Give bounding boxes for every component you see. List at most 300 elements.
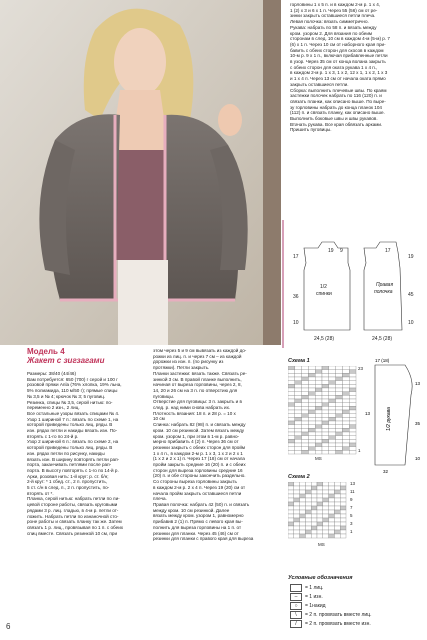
- chart-cell: [342, 366, 349, 370]
- chart-cell: [288, 534, 294, 538]
- chart-cell: [329, 439, 336, 443]
- schema-2-ms: MS: [318, 542, 325, 547]
- chart-cell: [294, 490, 300, 494]
- schema-1-grid: [288, 366, 358, 456]
- chart-cell: [300, 502, 306, 506]
- text-line: сторон для выреза горловины средние 16: [153, 467, 243, 473]
- text-line: зинки закрыть оставшиеся петли плеча.: [290, 13, 376, 19]
- chart-cell: [315, 410, 322, 414]
- text-line: Втачать рукава. Все края обвязать арками.: [290, 121, 383, 127]
- text-line: этом через 5 и 9 см вывязать из каждой до-: [153, 348, 247, 353]
- chart-cell: [308, 373, 315, 377]
- chart-cell: [334, 506, 340, 510]
- chart-cell: [334, 534, 340, 538]
- chart-cell: [342, 417, 349, 421]
- chart-cell: [317, 506, 323, 510]
- schema-2-row-label: 13: [350, 481, 356, 486]
- chart-cell: [334, 486, 340, 490]
- text-line: Планки застежки: вязать также. Связать ре-: [153, 370, 247, 376]
- text-line: которой приведены только лиц. ряды. В: [27, 422, 113, 428]
- text-line: пуговицы.: [153, 393, 175, 399]
- chart-cell: [315, 403, 322, 407]
- chart-cell: [308, 395, 315, 399]
- chart-cell: [305, 498, 311, 502]
- chart-cell: [329, 436, 336, 440]
- chart-cell: [329, 410, 336, 414]
- chart-cell: [288, 414, 295, 418]
- chart-cell: [342, 410, 349, 414]
- chart-cell: [322, 370, 329, 374]
- chart-cell: [329, 502, 335, 506]
- chart-cell: [342, 414, 349, 418]
- chart-cell: [336, 439, 343, 443]
- chart-cell: [302, 403, 309, 407]
- text-line: протяжки). Петли закрыть.: [153, 365, 210, 371]
- legend-item: [290, 584, 323, 592]
- text-line: Пришить пуговицы.: [290, 127, 332, 133]
- chart-cell: [295, 421, 302, 425]
- chart-cell: [295, 417, 302, 421]
- front-top: 17: [385, 248, 391, 254]
- chart-cell: [305, 518, 311, 522]
- chart-cell: [302, 447, 309, 451]
- chart-cell: [317, 498, 323, 502]
- chart-cell: [294, 482, 300, 486]
- chart-cell: [340, 526, 346, 530]
- chart-cell: [295, 414, 302, 418]
- text-line: Сборка: выполнить плечевые швы. По краям: [290, 87, 387, 93]
- chart-cell: [317, 534, 323, 538]
- chart-cell: [308, 428, 315, 432]
- chart-cell: [329, 377, 336, 381]
- chart-cell: [315, 421, 322, 425]
- chart-cell: [336, 392, 343, 396]
- chart-cell: [340, 534, 346, 538]
- chart-cell: [336, 428, 343, 432]
- chart-cell: [317, 482, 323, 486]
- chart-cell: [349, 377, 356, 381]
- chart-cell: [305, 526, 311, 530]
- chart-cell: [334, 502, 340, 506]
- text-line: переменно 2 изн., 2 лиц.: [27, 405, 80, 411]
- chart-cell: [305, 490, 311, 494]
- instructions-column-2: [153, 348, 278, 542]
- chart-cell: [315, 399, 322, 403]
- chart-cell: [323, 498, 329, 502]
- chart-cell: [302, 439, 309, 443]
- chart-cell: [349, 388, 356, 392]
- chart-cell: [340, 490, 346, 494]
- chart-cell: [300, 522, 306, 526]
- chart-cell: [300, 482, 306, 486]
- text-line: прибавив 2 (1) п. Прямо с левого края вы-: [153, 519, 243, 525]
- chart-cell: [288, 450, 295, 454]
- chart-cell: [315, 384, 322, 388]
- chart-cell: [308, 392, 315, 396]
- sleeve-width: 32: [383, 469, 389, 474]
- chart-cell: [329, 534, 335, 538]
- chart-cell: [349, 450, 356, 454]
- chart-cell: [288, 502, 294, 506]
- chart-cell: [311, 498, 317, 502]
- chart-cell: [323, 490, 329, 494]
- text-line: Со стороны выреза горловины закрыть: [153, 479, 237, 485]
- chart-cell: [294, 522, 300, 526]
- chart-cell: [317, 526, 323, 530]
- chart-cell: [340, 486, 346, 490]
- text-line: и 1 х 4 п. Через 13 см от начала оката прямо: [290, 76, 386, 82]
- chart-cell: [315, 370, 322, 374]
- chart-cell: [329, 486, 335, 490]
- chart-cell: [302, 421, 309, 425]
- chart-cell: [329, 421, 336, 425]
- chart-cell: [315, 366, 322, 370]
- text-line: кром. узором 1, при этом в 1-м р. равно-: [153, 433, 240, 439]
- chart-cell: [322, 443, 329, 447]
- chart-cell: [342, 432, 349, 436]
- chart-cell: [295, 392, 302, 396]
- text-line: розовой пряжи Anla (76% хлопка, 19% льна,: [27, 382, 122, 388]
- chart-cell: [340, 530, 346, 534]
- chart-cell: [336, 381, 343, 385]
- chart-cell: [308, 388, 315, 392]
- chart-cell: [336, 406, 343, 410]
- text-line: Планка, серой нитью: набрать петли по ли-: [27, 496, 120, 502]
- chart-cell: [342, 392, 349, 396]
- chart-cell: [349, 428, 356, 432]
- text-line: плеча.: [153, 496, 167, 502]
- chart-cell: [294, 502, 300, 506]
- chart-cell: [300, 506, 306, 510]
- chart-cell: [288, 425, 295, 429]
- text-line: сторонам в след. 10 см в каждом 4-м (5-м) р. 7: [290, 36, 390, 42]
- chart-cell: [336, 399, 343, 403]
- chart-cell: [308, 443, 315, 447]
- back-outline: [304, 242, 350, 330]
- chart-cell: [329, 384, 336, 388]
- chart-cell: [300, 530, 306, 534]
- front-label-2: полочка: [374, 289, 393, 295]
- chart-cell: [300, 490, 306, 494]
- chart-cell: [294, 494, 300, 498]
- text-line: которой приведены только лиц. ряды. В: [27, 445, 113, 451]
- chart-cell: [342, 425, 349, 429]
- chart-cell: [336, 388, 343, 392]
- chart-cell: [349, 370, 356, 374]
- chart-cell: [349, 366, 356, 370]
- chart-cell: [315, 436, 322, 440]
- text-line: 10-м р. 9 х 1 п., включая прибавленные петли: [290, 53, 388, 59]
- chart-cell: [311, 530, 317, 534]
- back-top-a: 19: [328, 248, 334, 254]
- sleeve-dim-c: 13: [415, 381, 421, 386]
- chart-cell: [315, 443, 322, 447]
- chart-cell: [302, 428, 309, 432]
- chart-cell: [288, 388, 295, 392]
- text-line: Выполнить боковые швы и швы рукавов.: [290, 116, 378, 122]
- chart-cell: [334, 498, 340, 502]
- chart-cell: [336, 443, 343, 447]
- model-title: Модель 4: [27, 347, 65, 356]
- back-height-a: 36: [293, 294, 299, 300]
- chart-cell: [295, 381, 302, 385]
- chart-cell: [315, 450, 322, 454]
- legend-label: = 1 лиц.: [305, 585, 324, 591]
- text-line: (6) х 1 п. Через 10 см от наборного края при-: [290, 41, 386, 47]
- chart-cell: [323, 510, 329, 514]
- chart-cell: [329, 399, 336, 403]
- text-line: дорожки из изн. п. (по рисунку из: [153, 359, 224, 365]
- chart-cell: [288, 447, 295, 451]
- chart-cell: [336, 421, 343, 425]
- chart-cell: [322, 395, 329, 399]
- chart-cell: [349, 443, 356, 447]
- chart-cell: [329, 526, 335, 530]
- chart-cell: [302, 425, 309, 429]
- chart-cell: [288, 384, 295, 388]
- text-line: в узор. Через 35 см от конца волана закрыть: [290, 59, 386, 65]
- chart-cell: [349, 395, 356, 399]
- chart-cell: [302, 392, 309, 396]
- chart-cell: [311, 486, 317, 490]
- chart-cell: [322, 381, 329, 385]
- chart-cell: [311, 526, 317, 530]
- chart-cell: [329, 518, 335, 522]
- chart-cell: [323, 502, 329, 506]
- legend-label: = 1накид: [305, 603, 326, 609]
- chart-cell: [336, 410, 343, 414]
- back-top-b: 9: [340, 248, 343, 254]
- chart-cell: [342, 399, 349, 403]
- chart-cell: [336, 436, 343, 440]
- text-line: Размеры: 38/40 (44/46): [27, 371, 76, 376]
- legend-item: [290, 602, 326, 610]
- chart-cell: [317, 530, 323, 534]
- text-line: горловины 1 х 5 п. и в каждом 2-м р. 1 х 4,: [290, 2, 381, 7]
- sleeve-dim-a: 17 (18): [375, 358, 390, 363]
- chart-cell: [308, 377, 315, 381]
- chart-cell: [334, 494, 340, 498]
- chart-cell: [302, 443, 309, 447]
- chart-cell: [329, 417, 336, 421]
- chart-cell: [308, 406, 315, 410]
- back-label-2: спинки: [316, 291, 332, 297]
- chart-cell: [322, 432, 329, 436]
- chart-cell: [329, 381, 336, 385]
- chart-cell: [302, 366, 309, 370]
- chart-cell: [323, 518, 329, 522]
- text-line: полнить для выреза горловины на 1 п. от: [153, 524, 242, 530]
- text-line: 5 ст. с/н в след. п., 2 п. пропустить, по-: [27, 485, 110, 491]
- chart-cell: [349, 384, 356, 388]
- chart-cell: [295, 447, 302, 451]
- chart-cell: [311, 518, 317, 522]
- text-line: Левая полочка: вязать симметрично.: [290, 19, 369, 25]
- chart-cell: [317, 494, 323, 498]
- chart-cell: [329, 443, 336, 447]
- chart-cell: [305, 506, 311, 510]
- text-line: резинки для планки. Через 45 (46) см от: [153, 530, 239, 536]
- chart-cell: [329, 510, 335, 514]
- chart-cell: [295, 410, 302, 414]
- chart-cell: [340, 510, 346, 514]
- text-line: Узор 2 шириной 6 п.: вязать по схеме 2, на: [27, 439, 119, 445]
- chart-cell: [322, 384, 329, 388]
- chart-cell: [305, 530, 311, 534]
- chart-cell: [288, 392, 295, 396]
- chart-cell: [295, 366, 302, 370]
- legend-label: = 2 п. провязать вместе лиц.: [305, 612, 372, 618]
- chart-cell: [336, 403, 343, 407]
- sleeve-schematic: [365, 355, 425, 475]
- text-line: спиц вместе. Связать резинкой 10 см, при: [27, 530, 118, 536]
- legend-symbol: [290, 584, 302, 592]
- sleeve-dim-b: 35: [415, 421, 421, 426]
- chart-cell: [342, 388, 349, 392]
- chart-cell: [308, 425, 315, 429]
- chart-cell: [288, 428, 295, 432]
- chart-cell: [315, 425, 322, 429]
- text-line: 14, 20 и 26 см на 3 п. по отверстию для: [153, 387, 238, 393]
- text-line: рядами 3 р. лиц. гладью, в 4-м р. петли от-: [27, 507, 119, 513]
- text-line: связать планки, как описано выше. По выре-: [290, 98, 386, 104]
- chart-cell: [288, 421, 295, 425]
- chart-cell: [302, 370, 309, 374]
- chart-cell: [336, 447, 343, 451]
- chart-cell: [322, 436, 329, 440]
- text-line: изн. рядах петли и накиды вязать изн. По-: [27, 428, 118, 434]
- chart-cell: [323, 522, 329, 526]
- model-subtitle: Жакет с зигзагами: [27, 356, 105, 365]
- chart-cell: [349, 406, 356, 410]
- legend-symbol: –: [290, 593, 302, 601]
- text-line: вторять от *.: [27, 490, 54, 496]
- legend-item: [290, 593, 323, 601]
- chart-cell: [329, 482, 335, 486]
- legend-item: [290, 611, 371, 619]
- chart-cell: [322, 373, 329, 377]
- chart-cell: [294, 518, 300, 522]
- text-line: Узор 1 шириной 7 п.: вязать по схеме 1, на: [27, 416, 119, 422]
- chart-cell: [342, 384, 349, 388]
- chart-cell: [323, 514, 329, 518]
- chart-cell: [334, 530, 340, 534]
- chart-cell: [311, 494, 317, 498]
- chart-cell: [311, 510, 317, 514]
- chart-cell: [288, 439, 295, 443]
- chart-cell: [300, 526, 306, 530]
- chart-cell: [323, 530, 329, 534]
- text-line: между кром. 10 см резинкой. Далее: [153, 507, 230, 513]
- chart-cell: [295, 425, 302, 429]
- text-line: начала пройм закрыть оставшиеся петли: [153, 490, 242, 496]
- chart-cell: [288, 482, 294, 486]
- chart-cell: [315, 377, 322, 381]
- chart-cell: [349, 399, 356, 403]
- chart-cell: [315, 406, 322, 410]
- chart-cell: [329, 514, 335, 518]
- legend-label: = 2 п. провязать вместе изн.: [305, 621, 371, 627]
- chart-cell: [315, 373, 322, 377]
- chart-cell: [288, 377, 295, 381]
- chart-cell: [329, 425, 336, 429]
- chart-cell: [288, 406, 295, 410]
- front-label-1: Правая: [376, 282, 394, 288]
- back-label-1: 1/2: [320, 284, 327, 290]
- chart-cell: [305, 510, 311, 514]
- chart-cell: [302, 377, 309, 381]
- chart-cell: [336, 366, 343, 370]
- text-line: Отверстие для пуговицы: 3 п. закрыть и в: [153, 399, 242, 405]
- chart-cell: [300, 514, 306, 518]
- chart-cell: [336, 414, 343, 418]
- text-line: 2-й круг: * 1 сбед. ст., 2 п. пропустить,: [27, 479, 108, 485]
- chart-cell: [294, 530, 300, 534]
- chart-cell: [308, 447, 315, 451]
- chart-cell: [342, 439, 349, 443]
- chart-cell: [336, 450, 343, 454]
- chart-cell: [288, 514, 294, 518]
- chart-cell: [302, 432, 309, 436]
- chart-cell: [288, 506, 294, 510]
- text-line: цевой стороне работы, связать круговыми: [27, 502, 118, 508]
- text-line: 5% полиамида, 110 м/50 г); прямые спицы: [27, 388, 118, 394]
- chart-cell: [315, 388, 322, 392]
- chart-cell: [302, 395, 309, 399]
- chart-cell: [336, 373, 343, 377]
- schema-2-row-labels: [350, 480, 355, 536]
- legend-title: Условные обозначения: [288, 575, 353, 581]
- chart-cell: [295, 406, 302, 410]
- sleeve-dim-d: 10: [415, 456, 421, 461]
- legend-label: = 1 изн.: [305, 594, 323, 600]
- chart-cell: [336, 395, 343, 399]
- chart-cell: [294, 506, 300, 510]
- chart-cell: [317, 518, 323, 522]
- chart-cell: [308, 450, 315, 454]
- chart-cell: [340, 502, 346, 506]
- chart-cell: [295, 432, 302, 436]
- chart-cell: [340, 514, 346, 518]
- text-line: 1 х 4 п., в каждом 2-м р. 1 х 3, 1 х 2 и 2 х 1: [153, 450, 243, 456]
- chart-cell: [302, 406, 309, 410]
- chart-cell: [329, 522, 335, 526]
- text-line: роне работы и связать планку так же. Затем: [27, 519, 122, 525]
- chart-cell: [288, 432, 295, 436]
- chart-cell: [336, 417, 343, 421]
- text-line: зу горловины набрать до конца планок 104: [290, 104, 382, 110]
- chart-cell: [315, 392, 322, 396]
- chart-cell: [349, 414, 356, 418]
- chart-cell: [302, 381, 309, 385]
- legend-symbol: ○: [290, 602, 302, 610]
- text-line: ложить. Набрать петли по изнаночной сто-: [27, 513, 119, 519]
- chart-cell: [317, 522, 323, 526]
- chart-cell: [311, 514, 317, 518]
- text-line: (20) п. и обе стороны закончить раздельно.: [153, 473, 246, 479]
- chart-cell: [342, 436, 349, 440]
- chart-cell: [349, 425, 356, 429]
- chart-cell: [323, 534, 329, 538]
- chart-cell: [342, 428, 349, 432]
- chart-cell: [311, 506, 317, 510]
- chart-cell: [334, 510, 340, 514]
- text-line: Рукава: набрать по 58 п. и вязать между: [290, 24, 377, 30]
- chart-cell: [294, 514, 300, 518]
- chart-cell: [315, 417, 322, 421]
- text-line: Резинка, спицы № 3,5, серой нитью: по-: [27, 399, 113, 405]
- chart-cell: [329, 403, 336, 407]
